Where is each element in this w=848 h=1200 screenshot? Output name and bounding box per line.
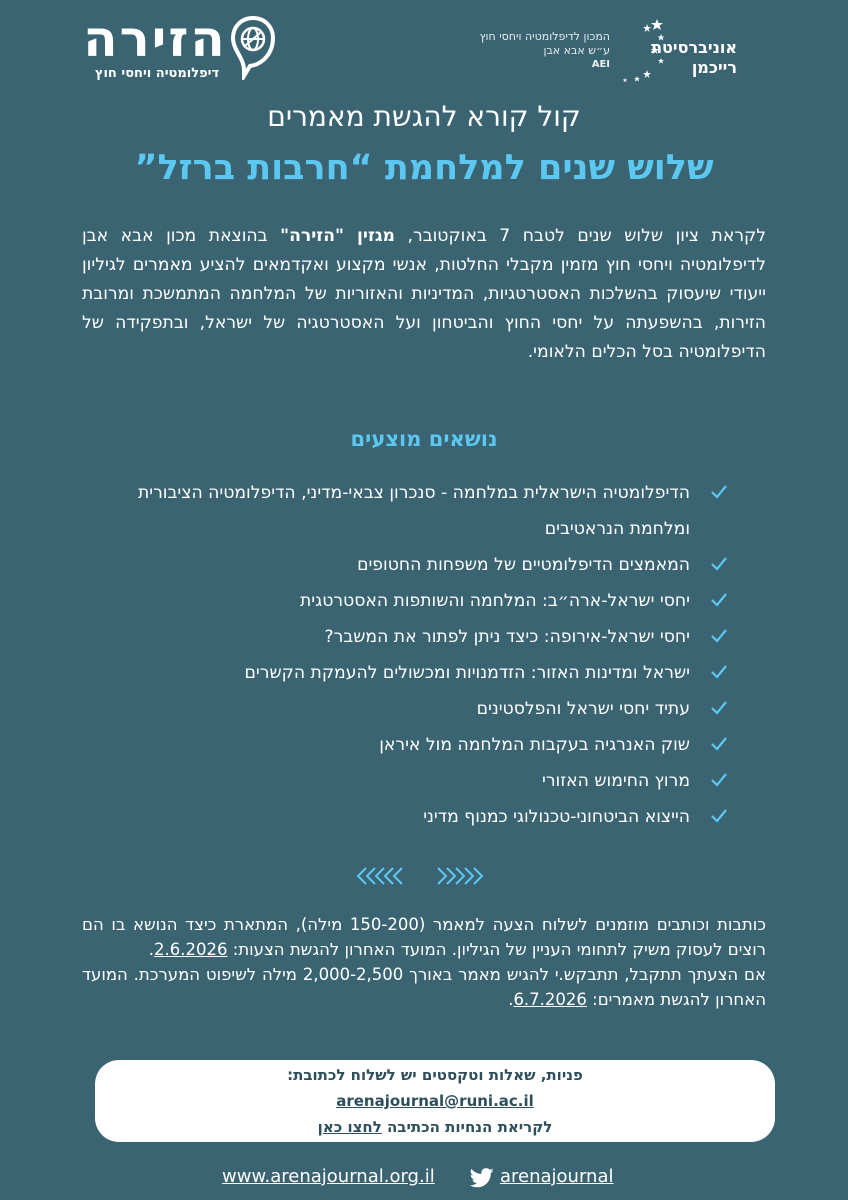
topic-item xyxy=(100,547,730,583)
intro-paragraph xyxy=(82,222,766,367)
guidelines-line xyxy=(95,1118,775,1136)
institute-tag: AEI xyxy=(591,59,610,70)
checkmark-icon xyxy=(710,627,728,645)
topics-list xyxy=(100,475,730,835)
proposal-paragraph: כותבות וכותבים מוזמנים לשלוח הצעה למאמר (150-200 מילה), המתארת כיצד הנושא בו הם רוצים לעסוק משיק לתחומי העניין של הגיליון. המועד האחרון להגשת הצעות: 2.6.2026. xyxy=(82,915,766,959)
globe-pin-icon xyxy=(230,14,276,80)
topic-item xyxy=(100,727,730,763)
proposal-deadline: 2.6.2026 xyxy=(154,940,228,959)
article-text: אם הצעתך תתקבל, תתבקש.י להגיש מאמר באורך 2,000-2,500 מילה לשיפוט המערכת. המועד האחרון להגשת מאמרים: xyxy=(82,965,766,1009)
website-link[interactable]: www.arenajournal.org.il xyxy=(222,1166,435,1187)
institute-name xyxy=(450,30,610,72)
topic-text: מרוץ החימוש האזורי xyxy=(542,771,690,791)
article-deadline: 6.7.2026 xyxy=(513,990,587,1009)
checkmark-icon xyxy=(710,483,728,501)
topic-text: ישראל ומדינות האזור: הזדמנויות ומכשולים להעמקת הקשרים xyxy=(244,663,690,683)
magazine-logo xyxy=(80,10,280,84)
call-for-papers-title: קול קורא להגשת מאמרים xyxy=(267,100,581,133)
topic-item xyxy=(100,799,730,835)
guidelines-link[interactable]: לחצו כאן xyxy=(317,1118,382,1136)
twitter-icon xyxy=(470,1168,494,1188)
checkmark-icon xyxy=(710,735,728,753)
topic-text: הייצוא הביטחוני-טכנולוגי כמנוף מדיני xyxy=(423,807,690,827)
proposal-text: כותבות וכותבים מוזמנים לשלוח הצעה למאמר (150-200 מילה), המתארת כיצד הנושא בו הם רוצים לעסוק משיק לתחומי העניין של הגיליון. המועד האחרון להגשת הצעות: xyxy=(82,915,766,959)
topic-item xyxy=(100,619,730,655)
magazine-name: הזירה xyxy=(83,10,227,68)
topic-text: המאמצים הדיפלומטיים של משפחות החטופים xyxy=(357,555,690,575)
topic-item xyxy=(100,655,730,691)
contact-instructions: פניות, שאלות וטקסטים יש לשלוח לכתובת: xyxy=(287,1066,583,1084)
topic-item xyxy=(100,691,730,727)
university-name: אוניברסיטת רייכמן xyxy=(651,38,737,77)
topic-item xyxy=(100,763,730,799)
topic-item xyxy=(100,583,730,619)
intro-part-1: לקראת ציון שלוש שנים לטבח 7 באוקטובר, xyxy=(394,226,766,246)
checkmark-icon xyxy=(710,591,728,609)
guidelines-prefix: לקריאת הנחיות הכתיבה xyxy=(381,1118,553,1136)
institute-line-2: ע״ש אבא אבן xyxy=(543,44,610,57)
contact-email-link[interactable]: arenajournal@runi.ac.il xyxy=(336,1092,534,1110)
topic-text: הדיפלומטיה הישראלית במלחמה - סנכרון צבאי-מדיני, הדיפלומטיה הציבורית ומלחמת הנראטיבים xyxy=(137,483,690,539)
chevron-divider-icon xyxy=(356,865,492,887)
article-paragraph: אם הצעתך תתקבל, תתבקש.י להגיש מאמר באורך 2,000-2,500 מילה לשיפוט המערכת. המועד האחרון להגשת מאמרים: 6.7.2026. xyxy=(82,965,766,1009)
topic-item xyxy=(100,475,730,547)
topic-text: יחסי ישראל-ארה״ב: המלחמה והשותפות האסטרטגית xyxy=(299,591,690,611)
intro-part-2: בהוצאת מכון אבא אבן לדיפלומטיה ויחסי חוץ מזמין מקבלי החלטות, אנשי מקצוע ואקדמאים להציע מאמרים לגיליון ייעודי שיעסוק בהשלכות האסטרטגיות, המדיניות והאזוריות של המלחמה המתמשכת ומרובת הזירות, בהשפעתה על יחסי החוץ והביטחון ועל האסטרטגיה של ישראל, ובתפקידה של הדיפלומטיה בסל הכלים הלאומי. xyxy=(82,226,766,362)
twitter-handle: arenajournal xyxy=(500,1166,614,1187)
university-logo xyxy=(617,18,737,84)
institute-line-1: המכון לדיפלומטיה ויחסי חוץ xyxy=(479,30,610,43)
submission-details xyxy=(82,912,766,1012)
main-title: שלוש שנים למלחמת “חרבות ברזל” xyxy=(134,148,714,188)
topic-text: עתיד יחסי ישראל והפלסטינים xyxy=(476,699,690,719)
checkmark-icon xyxy=(710,555,728,573)
topic-text: שוק האנרגיה בעקבות המלחמה מול איראן xyxy=(379,735,690,755)
magazine-subtitle: דיפלומטיה ויחסי חוץ xyxy=(94,66,220,81)
checkmark-icon xyxy=(710,699,728,717)
intro-magazine-name: מגזין "הזירה" xyxy=(280,226,395,246)
contact-box xyxy=(95,1060,775,1142)
checkmark-icon xyxy=(710,663,728,681)
checkmark-icon xyxy=(710,807,728,825)
checkmark-icon xyxy=(710,771,728,789)
topics-title: נושאים מוצעים xyxy=(350,427,498,451)
topic-text: יחסי ישראל-אירופה: כיצד ניתן לפתור את המשבר? xyxy=(324,627,690,647)
